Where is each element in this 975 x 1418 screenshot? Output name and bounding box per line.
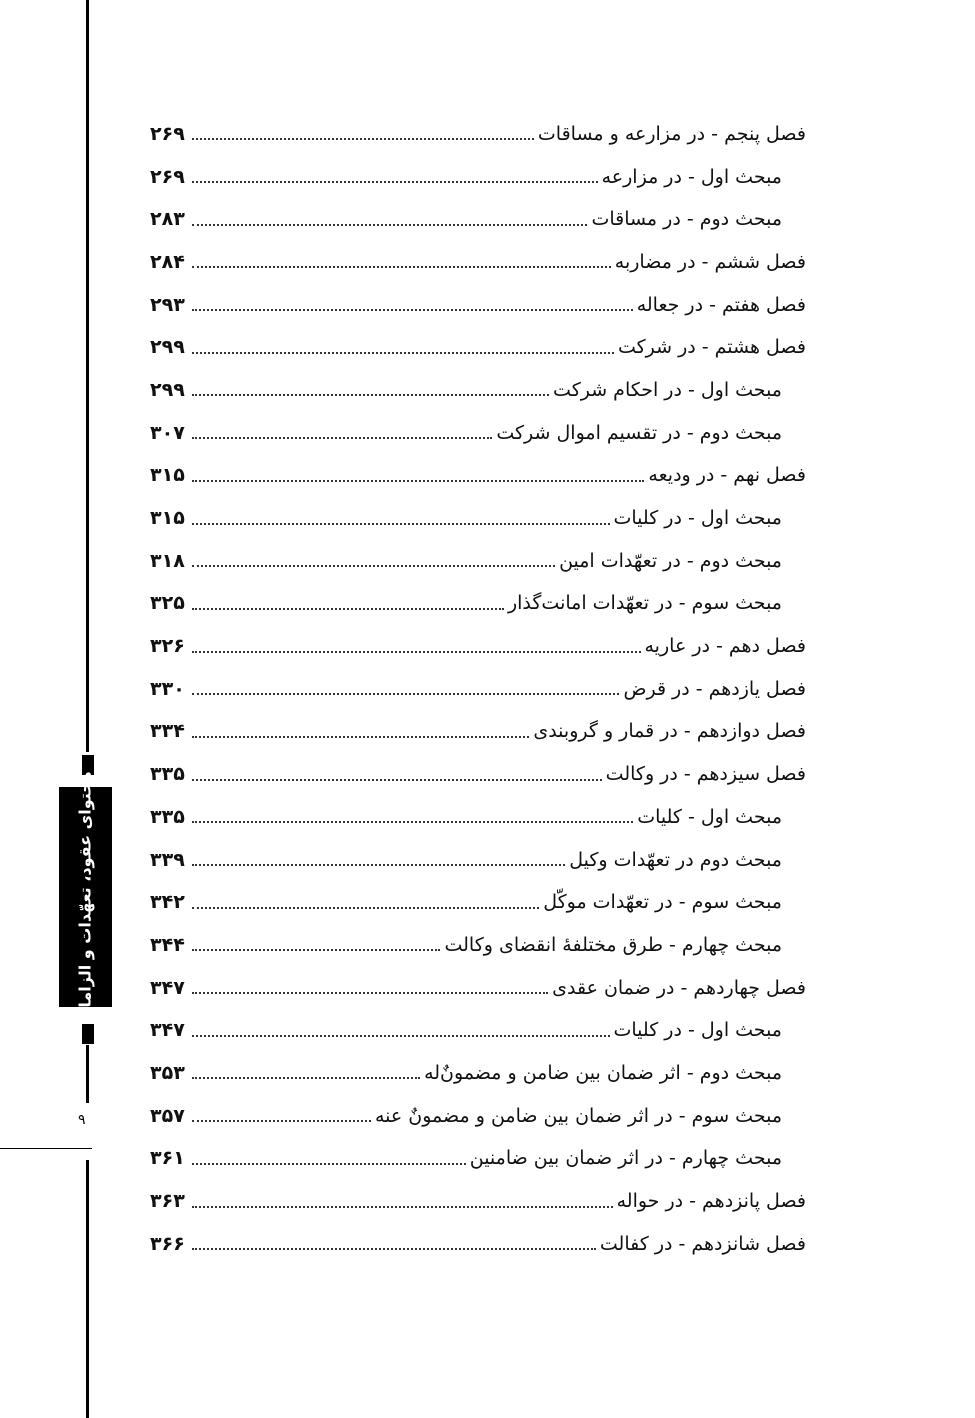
dot-leader [192,138,534,140]
margin-rule-middle [86,1045,89,1103]
toc-entry[interactable] [150,326,806,369]
dot-leader [192,437,492,439]
toc-entry-title: فصل ششم - در مضاربه [614,250,806,273]
margin-marker-bottom [82,1024,94,1044]
toc-entry[interactable] [150,113,806,156]
dot-leader [192,480,644,482]
toc-entry[interactable] [150,369,806,412]
toc-entry[interactable] [150,198,806,241]
toc-entry[interactable] [150,284,806,327]
toc-entry-page: ۳۳۵ [150,763,185,786]
toc-entry-page: ۳۴۷ [150,976,185,999]
toc-entry-title: فصل یازدهم - در قرض [623,677,806,700]
toc-entry-title: مبحث دوم - در تقسیم اموال شرکت [496,421,782,444]
toc-entry-title: مبحث اول - در مزارعه [601,165,782,188]
toc-entry-page: ۳۱۵ [150,464,185,487]
toc-entry-title: مبحث سوم - در تعهّدات موکّل [543,891,782,914]
dot-leader [192,1120,371,1122]
toc-entry-title: مبحث سوم - در تعهّدات امانت‌گذار [507,592,782,615]
dot-leader [192,821,633,823]
toc-entry-page: ۳۶۱ [150,1147,185,1170]
toc-entry-page: ۳۳۹ [150,848,185,871]
dot-leader [192,693,619,695]
dot-leader [192,608,504,610]
dot-leader [192,224,587,226]
toc-entry-page: ۳۵۷ [150,1104,185,1127]
side-tab-title: محتوای عقود، تعهّدات و الزامات [76,770,95,1024]
toc-entry-page: ۲۹۳ [150,293,185,316]
toc-entry-page: ۳۳۰ [150,677,185,700]
toc-entry[interactable] [150,412,806,455]
toc-entry-page: ۳۳۵ [150,805,185,828]
toc-entry[interactable] [150,1223,806,1266]
toc-entry-title: فصل هشتم - در شرکت [617,336,806,359]
page-number: ۹ [78,1112,86,1128]
toc-entry[interactable] [150,540,806,583]
dot-leader [192,1206,613,1208]
toc-entry-page: ۳۰۷ [150,421,185,444]
toc-entry-title: مبحث دوم - در مساقات [591,208,782,231]
toc-entry-page: ۲۸۴ [150,250,185,273]
dot-leader [192,1035,610,1037]
toc-entry[interactable] [150,711,806,754]
toc-entry-title: فصل چهاردهم - در ضمان عقدی [552,976,806,999]
toc-entry[interactable] [150,967,806,1010]
dot-leader [192,949,440,951]
toc-entry-title: فصل شانزدهم - در کفالت [599,1232,806,1255]
dot-leader [192,864,565,866]
toc-entry-page: ۳۵۳ [150,1061,185,1084]
toc-entry-title: مبحث اول - در کلیات [613,1019,782,1042]
toc-entry[interactable] [150,583,806,626]
toc-entry-page: ۲۹۹ [150,378,185,401]
dot-leader [192,1248,596,1250]
dot-leader [192,352,614,354]
toc-entry[interactable] [150,668,806,711]
toc-entry-page: ۲۶۹ [150,122,185,145]
toc-entry-title: فصل هفتم - در جعاله [636,293,806,316]
dot-leader [192,1077,420,1079]
toc-entry-page: ۳۲۶ [150,635,185,658]
dot-leader [192,907,539,909]
toc-entry[interactable] [150,156,806,199]
toc-entry-page: ۳۶۶ [150,1232,185,1255]
toc-entry-page: ۲۸۳ [150,208,185,231]
toc-entry-page: ۳۴۲ [150,891,185,914]
dot-leader [192,1163,466,1165]
toc-entry-title: مبحث اول - در احکام شرکت [553,378,782,401]
toc-entry[interactable] [150,753,806,796]
toc-entry-page: ۳۴۴ [150,933,185,956]
toc-entry-title: مبحث سوم - در اثر ضمان بین ضامن و مضمونٌ عنه [374,1104,782,1127]
toc-entry-page: ۳۱۵ [150,507,185,530]
toc-entry-title: فصل نهم - در ودیعه [648,464,806,487]
toc-entry[interactable] [150,1138,806,1181]
dot-leader [192,394,549,396]
table-of-contents [150,113,806,1266]
toc-entry-title: مبحث چهارم - طرق مختلفۀ انقضای وکالت [444,933,782,956]
dot-leader [192,736,529,738]
toc-entry-page: ۲۶۹ [150,165,185,188]
toc-entry-page: ۲۹۹ [150,336,185,359]
toc-entry[interactable] [150,497,806,540]
dot-leader [192,309,633,311]
toc-entry-title: مبحث اول - کلیات [637,805,782,828]
toc-entry-page: ۳۳۴ [150,720,185,743]
toc-entry[interactable] [150,881,806,924]
toc-entry[interactable] [150,839,806,882]
toc-entry-title: مبحث دوم در تعهّدات وکیل [569,848,782,871]
toc-entry[interactable] [150,1009,806,1052]
toc-entry[interactable] [150,455,806,498]
dot-leader [192,651,641,653]
toc-entry-page: ۳۶۳ [150,1190,185,1213]
dot-leader [192,266,611,268]
toc-entry-page: ۳۱۸ [150,549,185,572]
dot-leader [192,181,598,183]
toc-entry[interactable] [150,1180,806,1223]
dot-leader [192,565,555,567]
toc-entry[interactable] [150,1095,806,1138]
toc-entry[interactable] [150,625,806,668]
toc-entry-title: فصل پانزدهم - در حواله [616,1190,806,1213]
toc-entry-title: فصل دهم - در عاریه [644,635,806,658]
toc-entry-page: ۳۴۷ [150,1019,185,1042]
margin-rule-bottom [86,1160,89,1418]
toc-entry-title: مبحث دوم - اثر ضمان بین ضامن و مضمونٌ‌له [424,1061,782,1084]
toc-entry[interactable] [150,796,806,839]
toc-entry[interactable] [150,241,806,284]
toc-entry-title: فصل پنجم - در مزارعه و مساقات [537,122,806,145]
toc-entry-title: فصل سیزدهم - در وکالت [605,763,806,786]
dot-leader [192,779,602,781]
toc-entry-title: فصل دوازدهم - در قمار و گروبندی [533,720,806,743]
toc-entry[interactable] [150,924,806,967]
page-number-rule [0,1148,92,1149]
side-tab [59,770,112,1024]
toc-entry-title: مبحث چهارم - در اثر ضمان بین ضامنین [469,1147,782,1170]
dot-leader [192,992,548,994]
margin-rule-top [86,0,89,752]
toc-entry-title: مبحث دوم - در تعهّدات امین [559,549,782,572]
toc-entry-title: مبحث اول - در کلیات [613,507,782,530]
toc-entry[interactable] [150,1052,806,1095]
dot-leader [192,523,610,525]
toc-entry-page: ۳۲۵ [150,592,185,615]
